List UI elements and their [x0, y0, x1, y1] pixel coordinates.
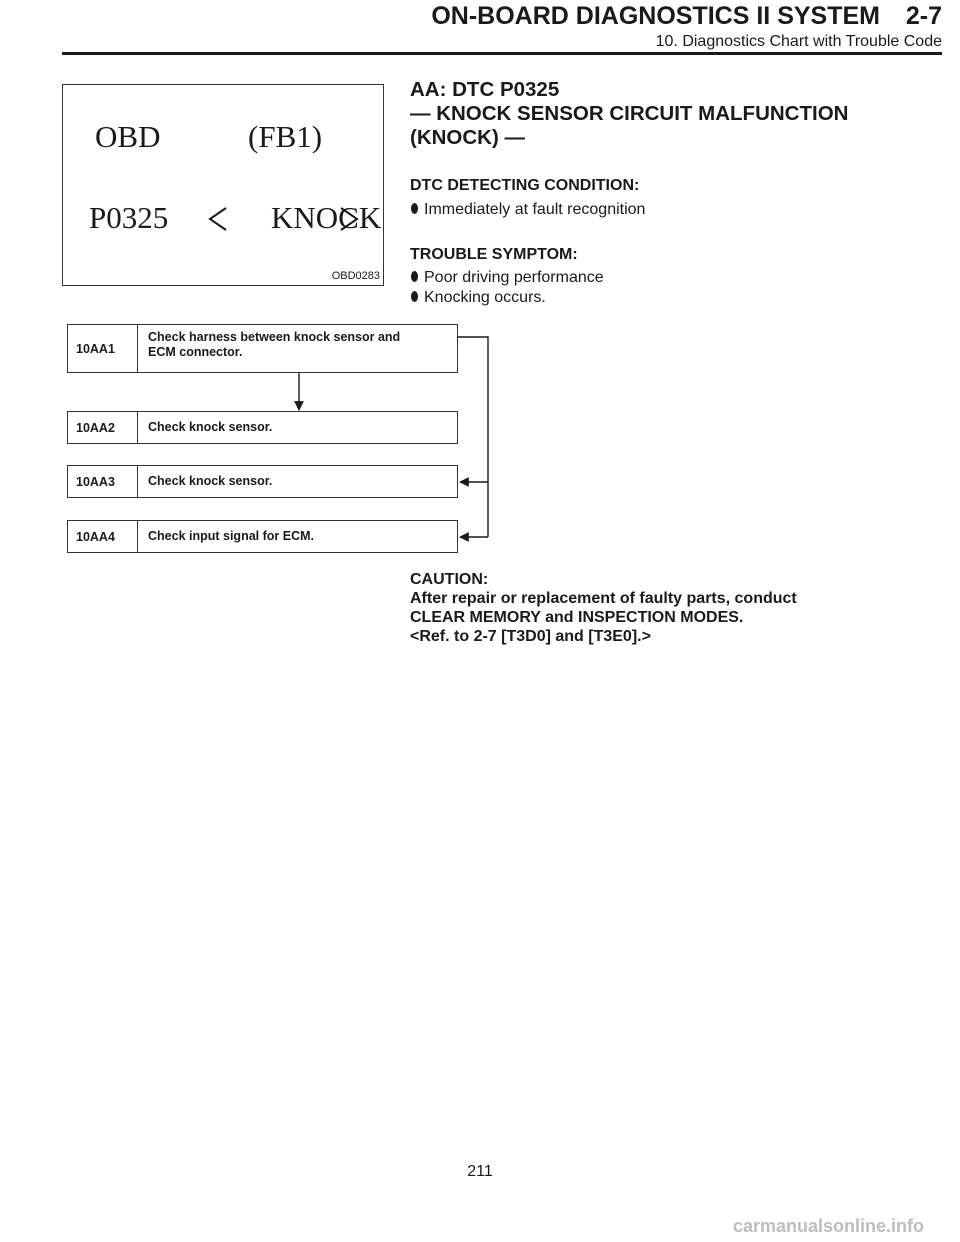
- caution-reference-link[interactable]: <Ref. to 2-7 [T3D0] and [T3E0].>: [410, 628, 651, 645]
- detecting-condition-heading: DTC DETECTING CONDITION:: [410, 177, 640, 194]
- section-title-line-3: (KNOCK) —: [410, 126, 526, 149]
- flow-step-10aa1[interactable]: [67, 324, 458, 373]
- screen-dtc-code: P0325: [89, 200, 169, 235]
- section-title-line-2: — KNOCK SENSOR CIRCUIT MALFUNCTION: [410, 102, 849, 125]
- flow-step-id: 10AA4: [68, 521, 138, 552]
- screen-ecu-label: (FB1): [248, 119, 323, 154]
- flow-step-text: Check knock sensor.: [148, 420, 273, 434]
- flow-step-10aa4[interactable]: [67, 520, 458, 553]
- screen-mode-label: OBD: [95, 119, 161, 154]
- section-title-line-1: AA: DTC P0325: [410, 78, 560, 101]
- flow-step-10aa3[interactable]: [67, 465, 458, 498]
- flow-step-id: 10AA1: [68, 325, 138, 372]
- screen-dtc-label: KNOCK: [271, 200, 382, 235]
- detecting-condition-item: Immediately at fault recognition: [410, 201, 645, 219]
- caution-text: CLEAR MEMORY and INSPECTION MODES.: [410, 609, 744, 626]
- caution-note: [410, 570, 797, 646]
- flow-step-text: Check knock sensor.: [148, 474, 273, 488]
- trouble-symptom-heading: TROUBLE SYMPTOM:: [410, 246, 578, 263]
- flow-step-10aa2[interactable]: [67, 411, 458, 444]
- caution-heading: CAUTION:: [410, 571, 489, 588]
- flow-step-text: Check input signal for ECM.: [148, 529, 314, 543]
- flow-step-id: 10AA3: [68, 466, 138, 497]
- trouble-symptom-item: Knocking occurs.: [410, 289, 546, 307]
- page-number: 211: [467, 1163, 493, 1180]
- trouble-symptom-item: Poor driving performance: [410, 269, 604, 287]
- figure-id: OBD0283: [331, 270, 380, 282]
- flow-chart-connectors: [0, 0, 960, 600]
- header-subtitle: 10. Diagnostics Chart with Trouble Code: [655, 33, 942, 50]
- header-title: ON-BOARD DIAGNOSTICS II SYSTEM: [431, 2, 880, 30]
- watermark: carmanualsonline.info: [732, 1216, 924, 1236]
- flow-step-id: 10AA2: [68, 412, 138, 443]
- flow-step-text: Check harness between knock sensor and ECM connector.: [148, 330, 401, 359]
- caution-text: After repair or replacement of faulty parts, conduct: [410, 590, 797, 607]
- header-section-number: 2-7: [905, 2, 942, 30]
- flow-bracket-line: [458, 337, 488, 537]
